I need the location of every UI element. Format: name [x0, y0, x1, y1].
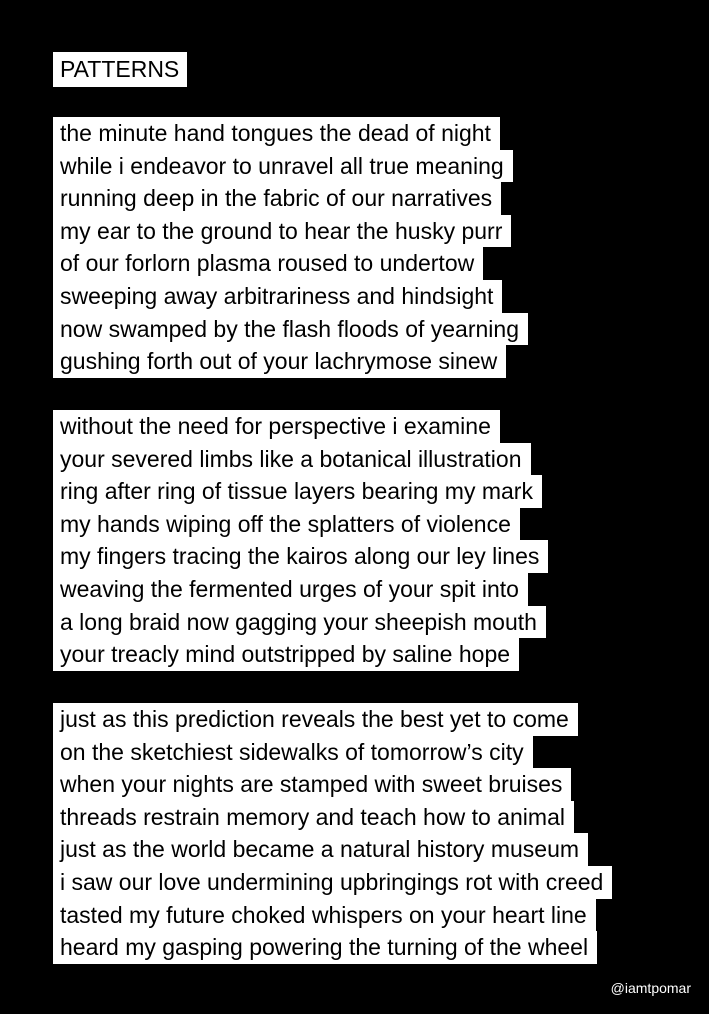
- poem-line: without the need for perspective i examine: [53, 410, 500, 443]
- poem-line: when your nights are stamped with sweet bruises: [53, 768, 571, 801]
- poem-line: a long braid now gagging your sheepish mouth: [53, 606, 546, 639]
- poem-line: just as the world became a natural history museum: [53, 833, 588, 866]
- poem-line: ring after ring of tissue layers bearing my mark: [53, 475, 542, 508]
- poem-line: threads restrain memory and teach how to animal: [53, 801, 574, 834]
- poem-line: my ear to the ground to hear the husky purr: [53, 215, 511, 248]
- poem-line: my hands wiping off the splatters of violence: [53, 508, 520, 541]
- poem-line: heard my gasping powering the turning of the wheel: [53, 931, 597, 964]
- poem-line: now swamped by the flash floods of yearning: [53, 313, 528, 346]
- author-handle: @iamtpomar: [610, 980, 691, 996]
- stanza-2: [53, 410, 548, 671]
- poem-line: your severed limbs like a botanical illustration: [53, 443, 531, 476]
- poem-line: just as this prediction reveals the best yet to come: [53, 703, 578, 736]
- stanza-3: [53, 703, 612, 964]
- poem-line: sweeping away arbitrariness and hindsight: [53, 280, 502, 313]
- stanza-1: [53, 117, 528, 378]
- poem-line: i saw our love undermining upbringings rot with creed: [53, 866, 612, 899]
- poem-line: running deep in the fabric of our narratives: [53, 182, 501, 215]
- poem-line: my fingers tracing the kairos along our ley lines: [53, 540, 548, 573]
- poem-line: while i endeavor to unravel all true meaning: [53, 150, 513, 183]
- poem-line: on the sketchiest sidewalks of tomorrow’s city: [53, 736, 533, 769]
- poem-line: tasted my future choked whispers on your heart line: [53, 899, 596, 932]
- poem-line: the minute hand tongues the dead of night: [53, 117, 500, 150]
- poem-line: gushing forth out of your lachrymose sinew: [53, 345, 506, 378]
- poem-line: weaving the fermented urges of your spit into: [53, 573, 528, 606]
- poem-line: your treacly mind outstripped by saline hope: [53, 638, 519, 671]
- poem-line: of our forlorn plasma roused to undertow: [53, 247, 483, 280]
- poem-title: PATTERNS: [53, 52, 187, 87]
